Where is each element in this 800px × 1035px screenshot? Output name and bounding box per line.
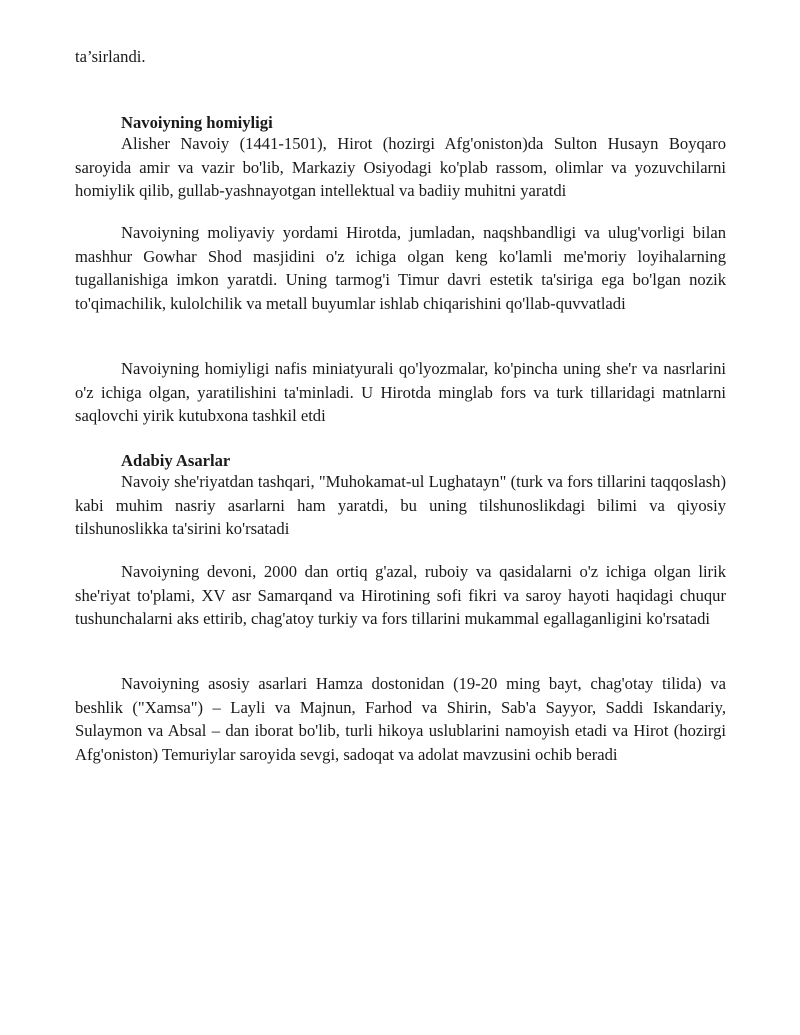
paragraph-homiyligi-2: Navoiyning moliyaviy yordami Hirotda, jumladan, naqshbandligi va ulug'vorligi bilan mashhur Gowhar Shod masjidini o'z ichiga olgan keng ko'lamli me'moriy loyihalarning tugallanishiga imkon yaratdi. Uning tarmog'i Timur davri estetik ta'siriga ega bo'lgan nozik to'qimachilik, kulolchilik va metall buyumlar ishlab chiqarishini qo'llab-quvvatladi <box>75 223 726 313</box>
section-heading-homiyligi: Navoiyning homiyligi <box>121 113 273 132</box>
carryover-line: ta’sirlandi. <box>75 47 146 66</box>
section-heading-adabiy-asarlar: Adabiy Asarlar <box>121 451 231 470</box>
paragraph-asarlar-2: Navoiyning devoni, 2000 dan ortiq g'azal, ruboiy va qasidalarni o'z ichiga olgan lirik she'riyat to'plami, XV asr Samarqand va Hirotining sofi fikri va saroy hayoti haqidagi chuqur tushunchalarni aks ettirib, chag'atoy turkiy va fors tillarini mukammal egallaganligini ko'rsatadi <box>75 562 726 629</box>
paragraph-asarlar-3: Navoiyning asosiy asarlari Hamza dostonidan (19-20 ming bayt, chag'otay tilida) va beshlik ("Xamsa") – Layli va Majnun, Farhod va Shirin, Sab'a Sayyor, Saddi Iskandariy, Sulaymon va Absal – dan iborat bo'lib, turli hikoya uslublarini namoyish etadi va Hirot (hozirgi Afg'oniston) Temuriylar saroyida sevgi, sadoqat va adolat mavzusini ochib beradi <box>75 674 726 764</box>
paragraph-homiyligi-1: Alisher Navoiy (1441-1501), Hirot (hozirgi Afg'oniston)da Sulton Husayn Boyqaro saroyida amir va vazir bo'lib, Markaziy Osiyodagi ko'plab rassom, olimlar va yozuvchilarni homiylik qilib, gullab-yashnayotgan intellektual va badiiy muhitni yaratdi <box>75 134 726 201</box>
paragraph-homiyligi-3: Navoiyning homiyligi nafis miniatyurali qo'lyozmalar, ko'pincha uning she'r va nasrlarini o'z ichiga olgan, yaratilishini ta'minladi. U Hirotda minglab fors va turk tillaridagi matnlarni saqlovchi yirik kutubxona tashkil etdi <box>75 359 726 426</box>
paragraph-asarlar-1: Navoiy she'riyatdan tashqari, "Muhokamat-ul Lughatayn" (turk va fors tillarini taqqoslash) kabi muhim nasriy asarlarni ham yaratdi, bu uning tilshunoslikdagi bilimi va qiyosiy tilshunoslikka ta'sirini ko'rsatadi <box>75 472 726 539</box>
